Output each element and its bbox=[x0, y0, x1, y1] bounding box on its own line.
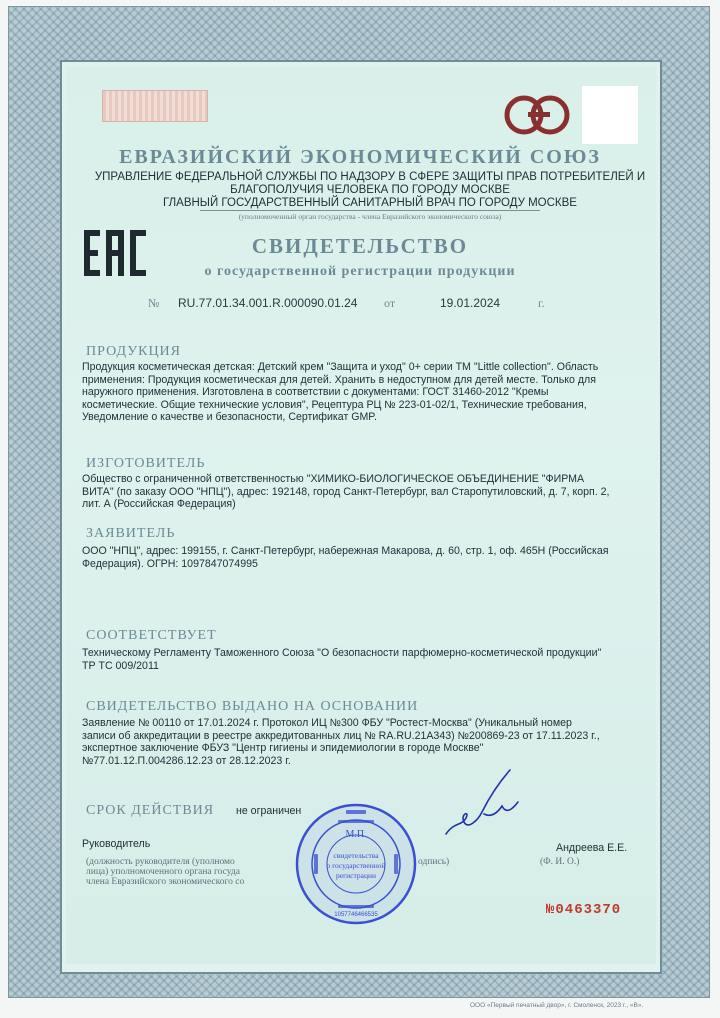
fio-note: (Ф. И. О.) bbox=[540, 857, 580, 867]
applicant-heading: ЗАЯВИТЕЛЬ bbox=[86, 526, 176, 541]
agency-line: БЛАГОПОЛУЧИЯ ЧЕЛОВЕКА ПО ГОРОДУ МОСКВЕ bbox=[230, 184, 510, 196]
text-line: применения: Продукция косметическая для детей. Хранить в недоступном для детей месте. Только для bbox=[82, 373, 596, 386]
note-line: лица) уполномоченного органа госуда bbox=[86, 867, 240, 877]
applicant-text bbox=[82, 545, 642, 570]
conforms-heading: СООТВЕТСТВУЕТ bbox=[86, 628, 217, 643]
certificate-title: СВИДЕТЕЛЬСТВО bbox=[251, 234, 469, 258]
security-strip bbox=[102, 90, 208, 122]
basis-heading: СВИДЕТЕЛЬСТВО ВЫДАНО НА ОСНОВАНИИ bbox=[86, 699, 419, 714]
form-serial-number: №0463370 bbox=[546, 902, 622, 918]
agency-block bbox=[90, 171, 650, 210]
agency-line: УПРАВЛЕНИЕ ФЕДЕРАЛЬНОЙ СЛУЖБЫ ПО НАДЗОРУ В СФЕРЕ ЗАЩИТЫ ПРАВ ПОТРЕБИТЕЛЕЙ И bbox=[94, 171, 646, 183]
conforms-text bbox=[82, 647, 642, 672]
number-label: № bbox=[148, 296, 160, 310]
product-heading: ПРОДУКЦИЯ bbox=[86, 344, 182, 359]
text-line: косметические. Общие технические условия", Рецептура РЦ № 223-01-02/1, Технические требования, bbox=[82, 398, 587, 411]
stamp-id-text: 1057746466535 bbox=[334, 912, 378, 918]
note-line: члена Евразийского экономического со bbox=[86, 877, 245, 887]
signer-role: Руководитель bbox=[82, 838, 151, 850]
text-line: ТР ТС 009/2011 bbox=[82, 659, 159, 672]
printer-imprint: ООО «Первый печатный двор», г. Смоленск, 2023 г., «В». bbox=[470, 1002, 644, 1009]
signer-name: Андреева Е.Е. bbox=[556, 842, 628, 854]
registration-date: 19.01.2024 bbox=[440, 296, 501, 310]
text-line: наружного применения. Изготовлена в соответствии с документами: ГОСТ 31460-2012 "Кремы bbox=[82, 386, 549, 398]
text-line: записи об аккредитации в реестре аккредитованных лиц № RA.RU.21A343) №200869-23 от 17.11.2023 г., bbox=[82, 729, 600, 742]
year-suffix: г. bbox=[538, 296, 545, 310]
logo-white-panel bbox=[582, 86, 638, 144]
union-title: ЕВРАЗИЙСКИЙ ЭКОНОМИЧЕСКИЙ СОЮЗ bbox=[119, 146, 601, 168]
date-from-label: от bbox=[384, 296, 396, 310]
ce-union-logo-icon bbox=[498, 92, 578, 138]
agency-note: (уполномоченный орган государства - члена Евразийского экономического союза) bbox=[200, 210, 540, 221]
validity-label: СРОК ДЕЙСТВИЯ bbox=[86, 803, 215, 818]
manufacturer-heading: ИЗГОТОВИТЕЛЬ bbox=[86, 456, 206, 471]
text-line: Продукция косметическая детская: Детский крем "Защита и уход" 0+ серии ТМ "Little collection". Область bbox=[82, 361, 599, 373]
text-line: Федерация). ОГРН: 1097847074995 bbox=[82, 557, 258, 570]
text-line: ООО "НПЦ", адрес: 199155, г. Санкт-Петербург, набережная Макарова, д. 60, стр. 1, оф. 465Н (Российская bbox=[82, 545, 609, 557]
agency-line: ГЛАВНЫЙ ГОСУДАРСТВЕННЫЙ САНИТАРНЫЙ ВРАЧ ПО ГОРОДУ МОСКВЕ bbox=[163, 197, 577, 209]
validity-value: не ограничен bbox=[236, 805, 302, 817]
registration-number: RU.77.01.34.001.R.000090.01.24 bbox=[178, 296, 358, 310]
product-text bbox=[82, 361, 642, 424]
stamp-center-text: регистрации bbox=[336, 871, 376, 880]
stamp-mp: М.П. bbox=[345, 829, 367, 840]
handwritten-signature-icon bbox=[440, 762, 530, 842]
official-stamp-icon bbox=[294, 802, 418, 926]
note-line: (должность руководителя (уполномо bbox=[86, 857, 235, 867]
text-line: экспертное заключение ФБУЗ "Центр гигиены и эпидемиологии в городе Москве" bbox=[82, 742, 484, 754]
text-line: Заявление № 00110 от 17.01.2024 г. Протокол ИЦ №300 ФБУ "Ростест-Москва" (Уникальный номер bbox=[82, 717, 572, 729]
logo-block bbox=[488, 86, 638, 146]
certificate-subtitle: о государственной регистрации продукции bbox=[204, 264, 516, 279]
text-line: Общество с ограниченной ответственностью "ХИМИКО-БИОЛОГИЧЕСКОЕ ОБЪЕДИНЕНИЕ "ФИРМА bbox=[82, 473, 585, 485]
text-line: №77.01.12.П.004286.12.23 от 28.12.2023 г. bbox=[82, 754, 291, 767]
basis-text bbox=[82, 717, 642, 767]
text-line: Техническому Регламенту Таможенного Союза "О безопасности парфюмерно-косметической продукции" bbox=[82, 647, 602, 659]
text-line: Уведомление о качестве и безопасности, Сертификат GMP. bbox=[82, 411, 377, 423]
stamp-center-text: о государственной bbox=[326, 861, 386, 870]
text-line: ВИТА" (по заказу ООО "НПЦ"), адрес: 192148, город Санкт-Петербург, вал Старопутиловский, д. 7, корп. 2, bbox=[82, 485, 610, 498]
manufacturer-text bbox=[82, 473, 642, 511]
stamp-center-text: свидетельства bbox=[333, 851, 379, 860]
text-line: лит. А (Российская Федерация) bbox=[82, 498, 236, 510]
position-note bbox=[86, 857, 296, 887]
signature-note: одпись) bbox=[418, 857, 450, 867]
